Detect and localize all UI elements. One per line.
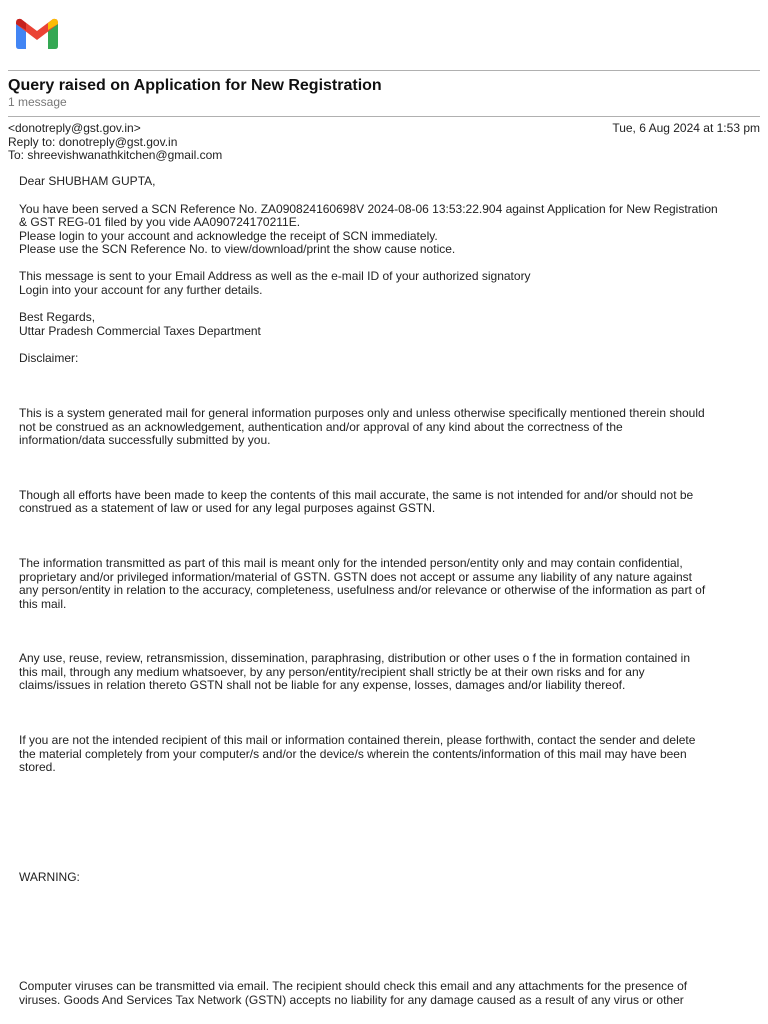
disclaimer-paragraph-5: If you are not the intended recipient of this mail or information contained therein, please forthwith, contact the sender and delete the material completely from your computer/s and/or the device/s wherein the contents/information of this mail may have been stored. (19, 733, 696, 775)
disclaimer-heading: Disclaimer: (19, 351, 79, 366)
message-divider (8, 116, 760, 117)
message-count: 1 message (8, 95, 67, 109)
disclaimer-paragraph-4: Any use, reuse, review, retransmission, dissemination, paraphrasing, distribution or other uses o f the in formation contained in this mail, through any medium whatsoever, by any person/entity/recipient shall strictly be at their own risks and for any claims/issues in relation thereto GSTN shall not be liable for any expense, losses, damages and/or liability thereof. (19, 651, 691, 693)
reply-to-line: Reply to: donotreply@gst.gov.in (8, 134, 178, 149)
gmail-logo-icon (16, 18, 58, 49)
email-subject: Query raised on Application for New Registration (8, 77, 382, 94)
warning-heading: WARNING: (19, 869, 80, 884)
disclaimer-paragraph-2: Though all efforts have been made to keep the contents of this mail accurate, the same is not intended for and/or should not be construed as a statement of law or used for any legal purposes against GSTN. (19, 487, 694, 516)
disclaimer-paragraph-3: The information transmitted as part of this mail is meant only for the intended person/entity only and may contain confidential, proprietary and/or privileged information/material of GSTN. GSTN does not accept or assume any liability of any nature against any person/entity in relation to the accuracy, completeness, usefulness and/or relevance or otherwise of the information as part of this mail. (19, 555, 706, 611)
sender-address[interactable]: <donotreply@gst.gov.in> (8, 121, 141, 135)
signoff: Best Regards, Uttar Pradesh Commercial Taxes Department (19, 310, 261, 338)
header-divider (8, 70, 760, 71)
scn-notice-paragraph: You have been served a SCN Reference No. ZA090824160698V 2024-08-06 13:53:22.904 against Application for New Registration & GST REG-01 filed by you vide AA090724170211E. Please login to your account and acknowledge the receipt of SCN immediately. Please use the SCN Reference No. to view/download/print the show cause notice. (19, 201, 718, 257)
message-date: Tue, 6 Aug 2024 at 1:53 pm (612, 121, 760, 135)
recipient-line: To: shreevishwanathkitchen@gmail.com (8, 148, 223, 162)
disclaimer-paragraph-1: This is a system generated mail for general information purposes only and unless otherwise specifically mentioned therein should not be construed as an acknowledgement, authentication and/or approval of any kind about the correctness of the information/data successfully submitted by you. (19, 405, 705, 448)
email-notice-paragraph: This message is sent to your Email Address as well as the e-mail ID of your authorized signatory Login into your account for any further details. (19, 268, 531, 297)
message-header (8, 122, 222, 163)
greeting: Dear SHUBHAM GUPTA, (19, 174, 156, 188)
message-body (19, 175, 749, 1008)
warning-paragraph: Computer viruses can be transmitted via email. The recipient should check this email and any attachments for the presence of viruses. Goods And Services Tax Network (GSTN) accepts no liability for any damage caused as a result of any virus or other (19, 979, 688, 1008)
